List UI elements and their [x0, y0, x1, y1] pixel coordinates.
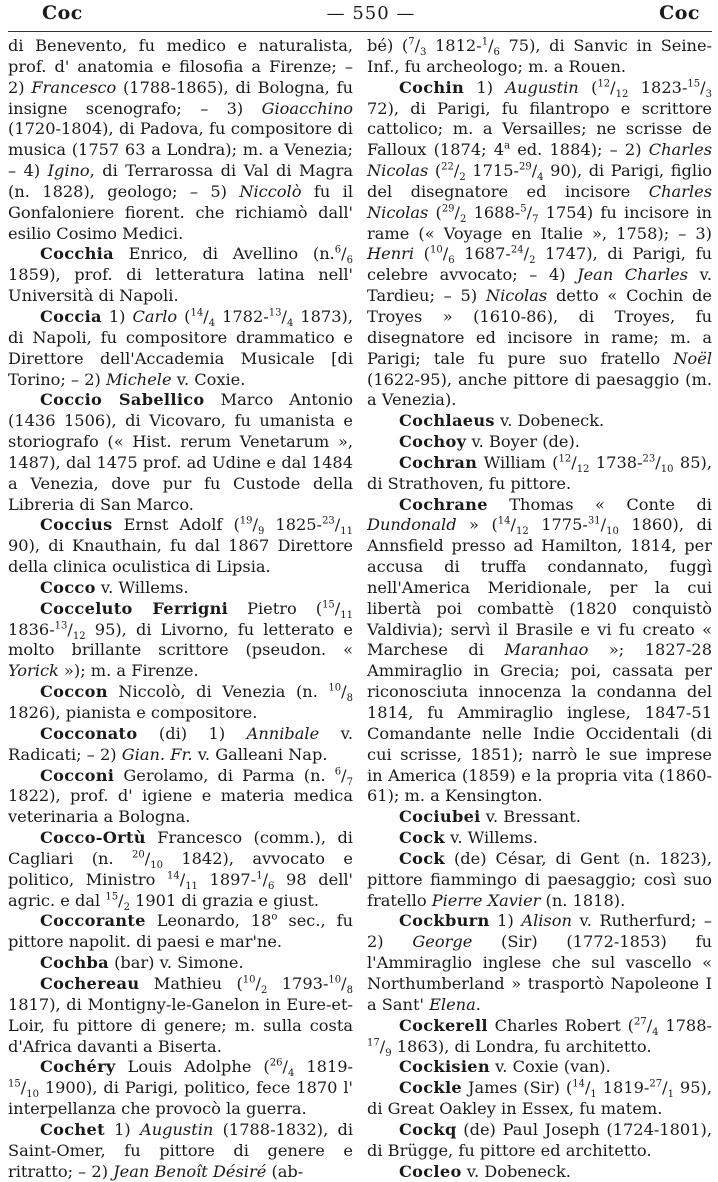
- dictionary-entry: [367, 1078, 712, 1120]
- columns: [8, 36, 712, 1182]
- dictionary-entry: [367, 432, 712, 453]
- page-number: — 550 —: [326, 3, 416, 24]
- entry-text: v. Dobeneck.: [461, 1161, 571, 1181]
- entry-text: v. Bressant.: [480, 807, 581, 827]
- entry-headword: Cockisien: [399, 1057, 490, 1077]
- entry-headword: Cocleo: [399, 1161, 462, 1181]
- dictionary-entry: [367, 495, 712, 808]
- dictionary-entry: [367, 453, 712, 495]
- entry-headword: Cochba: [40, 953, 109, 973]
- entry-headword: Coccius: [40, 515, 113, 535]
- entry-headword: Cock: [399, 828, 445, 848]
- dictionary-entry: [8, 766, 353, 829]
- dictionary-entry: [8, 390, 353, 515]
- entry-text: Ernst Adolf ($^{19}/_9$ $1825-^{23}/_{11}$ 90), di Knauthain, fu dal 1867 Direttore della clinica oculistica di Lipsia.: [8, 515, 353, 577]
- entry-text: (de) Paul Joseph (1724-1801), di Brügge, fu pittore ed architetto.: [367, 1119, 712, 1160]
- dictionary-entry: [8, 682, 353, 724]
- dictionary-entry: [367, 1162, 712, 1182]
- entry-headword: Cockerell: [399, 1015, 488, 1035]
- entry-text: Leonardo, 18$^o$ sec., fu pittore napolit. di paesi e mar'ne.: [8, 911, 353, 952]
- dictionary-entry: [367, 1120, 712, 1162]
- dictionary-entry: [367, 807, 712, 828]
- entry-headword: Cochereau: [40, 973, 140, 993]
- page-header: [8, 2, 712, 32]
- entry-continuation: di Benevento, fu medico e naturalista, prof. d' anatomia e filosofia a Firenze; – 2) Francesco (1788-1865), di Bologna, fu insigne scenografo; – 3) Gioacchino (1720-1804), di Padova, fu compositore di musica (1757 63 a Londra); m. a Venezia; – 4) Igino, di Terrarossa di Val di Magra (n. 1828), geologo; – 5) Niccolò fu il Gonfaloniere fiorent. che richiamò dall' esilio Cosimo Medici.: [8, 36, 354, 243]
- dictionary-entry: [8, 244, 353, 307]
- entry-text: 1) Alison v. Rutherfurd; – 2) George (Sir) (1772-1853) fu l'Ammiraglio inglese che sul vascello « Northumberland » trasportò Napoleone I a Sant' Elena.: [367, 911, 713, 1014]
- entry-text: Pietro ($^{15}/_{11}$ $1836-^{13}/_{12}$ 95), di Livorno, fu letterato e molto brillante scrittore (pseudon. « Yorick »); m. a Firenze.: [8, 598, 353, 681]
- entry-headword: Cocco-Ortù: [40, 828, 146, 848]
- entry-text: Francesco (comm.), di Cagliari (n. $^{20}/_{10}$ 1842), avvocato e politico, Ministro $^{14}/_{11}$ $1897-^1/_6$ 98 dell' agric. e dal $^{15}/_2$ 1901 di grazia e giust.: [8, 828, 354, 913]
- dictionary-entry: [8, 953, 353, 974]
- entry-text: 1) Augustin (1788-1832), di Saint-Omer, fu pittore di genere e ritratto; – 2) Jean Benoît Désiré (ab-: [8, 1119, 353, 1181]
- entry-headword: Cochoy: [399, 432, 467, 452]
- entry-headword: Cockburn: [399, 911, 490, 931]
- entry-text: 1) Carlo ($^{14}/_4$ $1782-^{13}/_4$ 1873), di Napoli, fu compositore drammatico e Direttore dell'Accademia Musicale [di Torino; – 2) Michele v. Coxie.: [8, 306, 353, 389]
- entry-continuation: bé) ($^7/_3$ $1812-^1/_6$ 75), di Sanvic in Seine-Inf., fu archeologo; m. a Rouen.: [367, 36, 713, 76]
- header-right-word: Coc: [659, 2, 700, 24]
- entry-text: Marco Antonio (1436 1506), di Vicovaro, fu umanista e storiografo (« Hist. rerum Venetarum », 1487), dal 1475 prof. ad Udine e dal 1484 a Venezia, dove pur fu Custode della Libreria di San Marco.: [8, 390, 353, 514]
- dictionary-entry: [367, 411, 712, 432]
- dictionary-entry: [8, 1120, 353, 1182]
- entry-headword: Coccorante: [40, 911, 146, 931]
- entry-text: v. Coxie (van).: [489, 1057, 611, 1077]
- entry-text: Gerolamo, di Parma (n. $^6/_7$ 1822), prof. d' igiene e materia medica veterinaria a Bologna.: [8, 765, 353, 827]
- entry-headword: Cocco: [40, 577, 96, 597]
- right-column: [367, 36, 712, 1182]
- entry-headword: Coccia: [40, 306, 102, 326]
- entry-text: v. Dobeneck.: [494, 411, 605, 431]
- entry-text: (de) César, di Gent (n. 1823), pittore fiammingo di paesaggio; così suo fratello Pierre Xavier (n. 1818).: [367, 848, 712, 910]
- dictionary-entry: [367, 828, 712, 849]
- entry-headword: Cochet: [40, 1119, 105, 1139]
- dictionary-entry: [8, 599, 353, 682]
- entry-text: v. Boyer (de).: [466, 432, 580, 452]
- entry-headword: Cocconato: [40, 723, 138, 743]
- dictionary-entry: [367, 1016, 712, 1058]
- dictionary-entry: [8, 1057, 353, 1120]
- entry-headword: Cochéry: [40, 1057, 116, 1077]
- entry-text: (bar) v. Simone.: [108, 953, 244, 973]
- entry-headword: Cochran: [399, 452, 478, 472]
- header-left-word: Coc: [42, 2, 83, 24]
- entry-headword: Cockq: [399, 1119, 457, 1139]
- dictionary-entry: [367, 78, 712, 412]
- entry-headword: Cociubei: [399, 807, 481, 827]
- entry-headword: Cock: [399, 848, 445, 868]
- dictionary-entry: [8, 911, 353, 953]
- dictionary-entry: [367, 849, 712, 912]
- entry-text: v. Willems.: [95, 577, 189, 597]
- entry-text: James (Sir) ($^{14}/_1$ $1819-^{27}/_1$ 95), di Great Oakley in Essex, fu matem.: [367, 1078, 712, 1119]
- entry-text: Thomas « Conte di Dundonald » ($^{14}/_{12}$ $1775-^{31}/_{10}$ 1860), di Annsfield presso ad Hamilton, 1814, per accusa di truffa condannato, fuggì nell'America Meridionale, per la cui libertà poi combattè (1820 conquistò Valdivia); servì il Brasile e vi fu creato « Marchese di Maranhao »; 1827-28 Ammiraglio in Grecia; poi, cassata per riconosciuta innocenza la condanna del 1814, fu Ammiraglio inglese, 1847-51 Comandante nelle Indie Occidentali (di cui scrisse, 1851); narrò le sue imprese in America (1859) e la propria vita (1860-61); m. a Kensington.: [367, 494, 713, 806]
- dictionary-entry: [367, 1057, 712, 1078]
- entry-text: Louis Adolphe ($^{26}/_4$ $1819-^{15}/_{10}$ 1900), di Parigi, politico, fece 1870 l' interpellanza che provocò la guerra.: [8, 1057, 354, 1119]
- entry-text: William ($^{12}/_{12}$ $1738-^{23}/_{10}$ 85), di Strathoven, fu pittore.: [367, 452, 712, 493]
- dictionary-entry: [8, 515, 353, 578]
- entry-text: Mathieu ($^{10}/_2$ $1793-^{10}/_8$ 1817), di Montigny-le-Ganelon in Eure-et-Loir, fu pittore di genere; m. sulla costa d'Africa davanti a Biserta.: [8, 973, 353, 1056]
- dictionary-entry: [8, 578, 353, 599]
- dictionary-entry: [8, 974, 353, 1057]
- entry-headword: Cochlaeus: [399, 411, 495, 431]
- entry-text: (di) 1) Annibale v. Radicati; – 2) Gian. Fr. v. Galleani Nap.: [8, 723, 353, 764]
- entry-headword: Cocceluto Ferrigni: [40, 598, 229, 618]
- entry-headword: Cochrane: [399, 494, 488, 514]
- dictionary-entry: [8, 307, 353, 390]
- entry-text: v. Willems.: [444, 828, 538, 848]
- entry-headword: Cochin: [399, 77, 465, 97]
- entry-headword: Cocconi: [40, 765, 115, 785]
- dictionary-entry: [8, 828, 353, 911]
- entry-headword: Coccio Sabellico: [40, 390, 205, 410]
- entry-headword: Cockle: [399, 1078, 463, 1098]
- entry-text: Charles Robert ($^{27}/_4$ $1788-^{17}/_9$ 1863), di Londra, fu architetto.: [367, 1015, 713, 1059]
- dictionary-entry: [8, 724, 353, 766]
- entry-headword: Coccon: [40, 682, 108, 702]
- dictionary-entry: [367, 911, 712, 1015]
- entry-text: 1) Augustin ($^{12}/_{12}$ $1823-^{15}/_3$ 72), di Parigi, fu filantropo e scrittore cattolico; m. a Versailles; ne scrisse de Falloux (1874; 4$^a$ ed. 1884); – 2) Charles Nicolas ($^{22}/_2$ $1715-^{29}/_4$ 90), di Parigi, figlio del disegnatore ed incisore Charles Nicolas ($^{29}/_2$ $1688-^5/_7$ 1754) fu incisore in rame (« Voyage en Italie », 1758); – 3) Henri ($^{10}/_6$ $1687-^{24}/_2$ 1747), di Parigi, fu celebre avvocato; – 4) Jean Charles v. Tardieu; – 5) Nicolas detto « Cochin de Troyes » (1610-86), di Troyes, fu disegnatore ed incisore in rame; m. a Parigi; tale fu pure suo fratello Noël (1622-95), anche pittore di paesaggio (m. a Venezia).: [367, 77, 713, 410]
- entry-headword: Cocchia: [40, 244, 114, 264]
- entry-text: Niccolò, di Venezia (n. $^{10}/_8$ 1826), pianista e compositore.: [8, 682, 353, 722]
- left-column: [8, 36, 353, 1182]
- entry-text: Enrico, di Avellino ($n.^6/_6$ 1859), prof. di letteratura latina nell' Università di Napoli.: [8, 244, 353, 306]
